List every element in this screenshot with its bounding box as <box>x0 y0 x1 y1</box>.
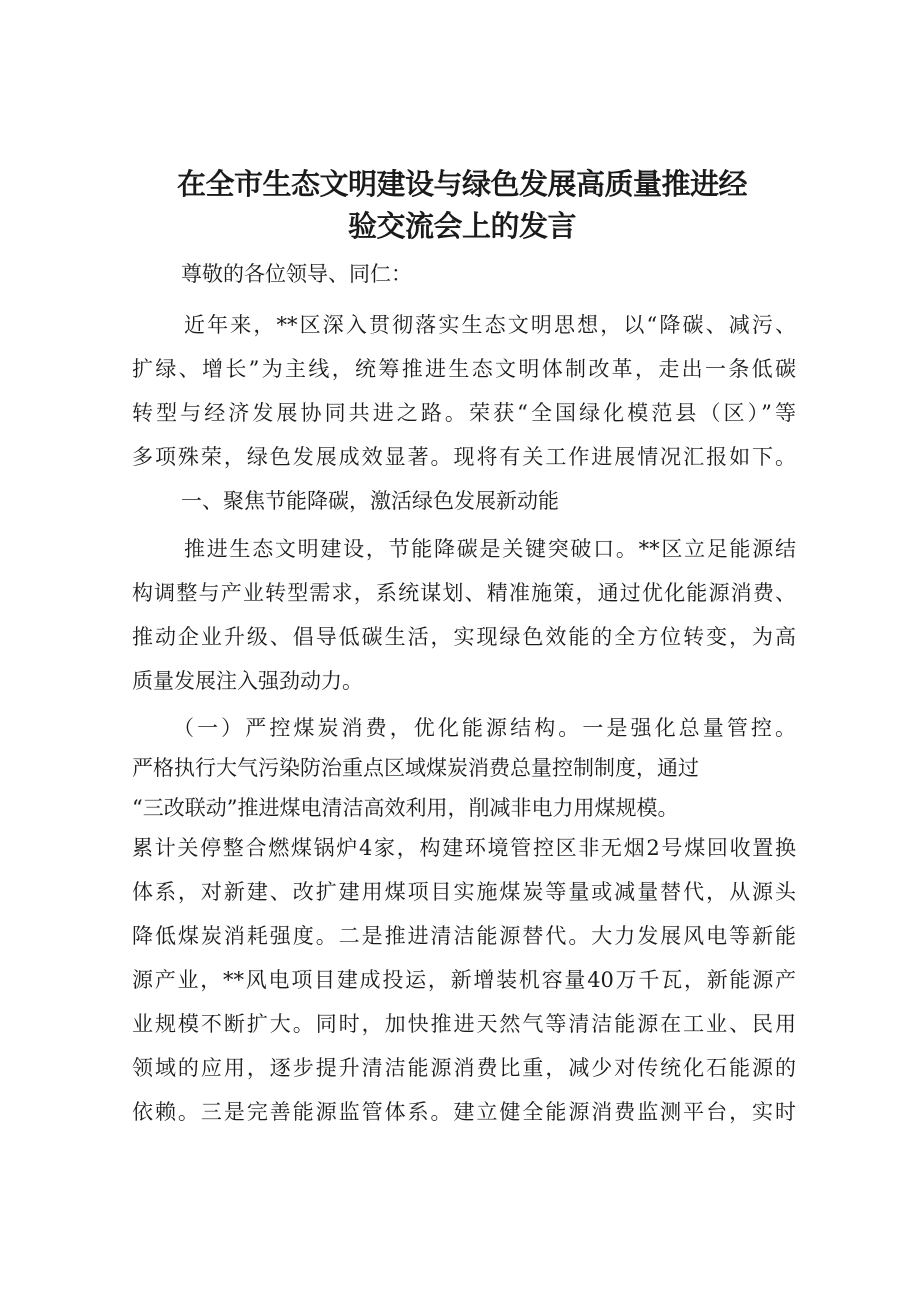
paragraph-line: 推进生态文明建设，节能降碳是关键突破口。**区立足能源结 <box>184 537 796 561</box>
document-title-line-1: 在全市生态文明建设与绿色发展高质量推进经 <box>176 167 747 201</box>
paragraph-line: 扩绿、增长”为主线，统筹推进生态文明体制改革，走出一条低碳 <box>132 357 796 381</box>
paragraph-line: 体系，对新建、改扩建用煤项目实施煤炭等量或减量替代，从源头 <box>132 880 796 904</box>
paragraph-line: 构调整与产业转型需求，系统谋划、精准施策，通过优化能源消费、 <box>132 581 796 605</box>
paragraph-line: 累计关停整合燃煤锅炉4家，构建环境管控区非无烟2号煤回收置换 <box>132 836 796 860</box>
paragraph-line: 依赖。三是完善能源监管体系。建立健全能源消费监测平台，实时 <box>132 1100 796 1124</box>
salutation: 尊敬的各位领导、同仁： <box>181 262 412 286</box>
section-heading: 一、聚焦节能降碳，激活绿色发展新动能 <box>181 489 559 513</box>
paragraph-line: 领域的应用，逐步提升清洁能源消费比重，减少对传统化石能源的 <box>132 1056 796 1080</box>
paragraph-line: 严格执行大气污染防治重点区域煤炭消费总量控制制度，通过 <box>132 756 699 780</box>
paragraph-line: 降低煤炭消耗强度。二是推进清洁能源替代。大力发展风电等新能 <box>132 924 796 948</box>
paragraph-line: 转型与经济发展协同共进之路。荣获“全国绿化模范县（区）”等 <box>132 401 796 425</box>
subsection-line: （一）严控煤炭消费，优化能源结构。一是强化总量管控。 <box>173 716 796 740</box>
paragraph-line: 推动企业升级、倡导低碳生活，实现绿色效能的全方位转变，为高 <box>132 625 796 649</box>
document-title-line-2: 验交流会上的发言 <box>347 209 576 243</box>
paragraph-line: 质量发展注入强劲动力。 <box>132 669 363 693</box>
paragraph-line: 源产业，**风电项目建成投运，新增装机容量40万千瓦，新能源产 <box>132 968 796 992</box>
paragraph-line: 多项殊荣，绿色发展成效显著。现将有关工作进展情况汇报如下。 <box>132 445 796 469</box>
paragraph-line: 近年来，**区深入贯彻落实生态文明思想，以“降碳、减污、 <box>184 313 796 337</box>
paragraph-line: “三改联动”推进煤电清洁高效利用，削减非电力用煤规模。 <box>132 796 679 820</box>
paragraph-line: 业规模不断扩大。同时，加快推进天然气等清洁能源在工业、民用 <box>132 1012 796 1036</box>
